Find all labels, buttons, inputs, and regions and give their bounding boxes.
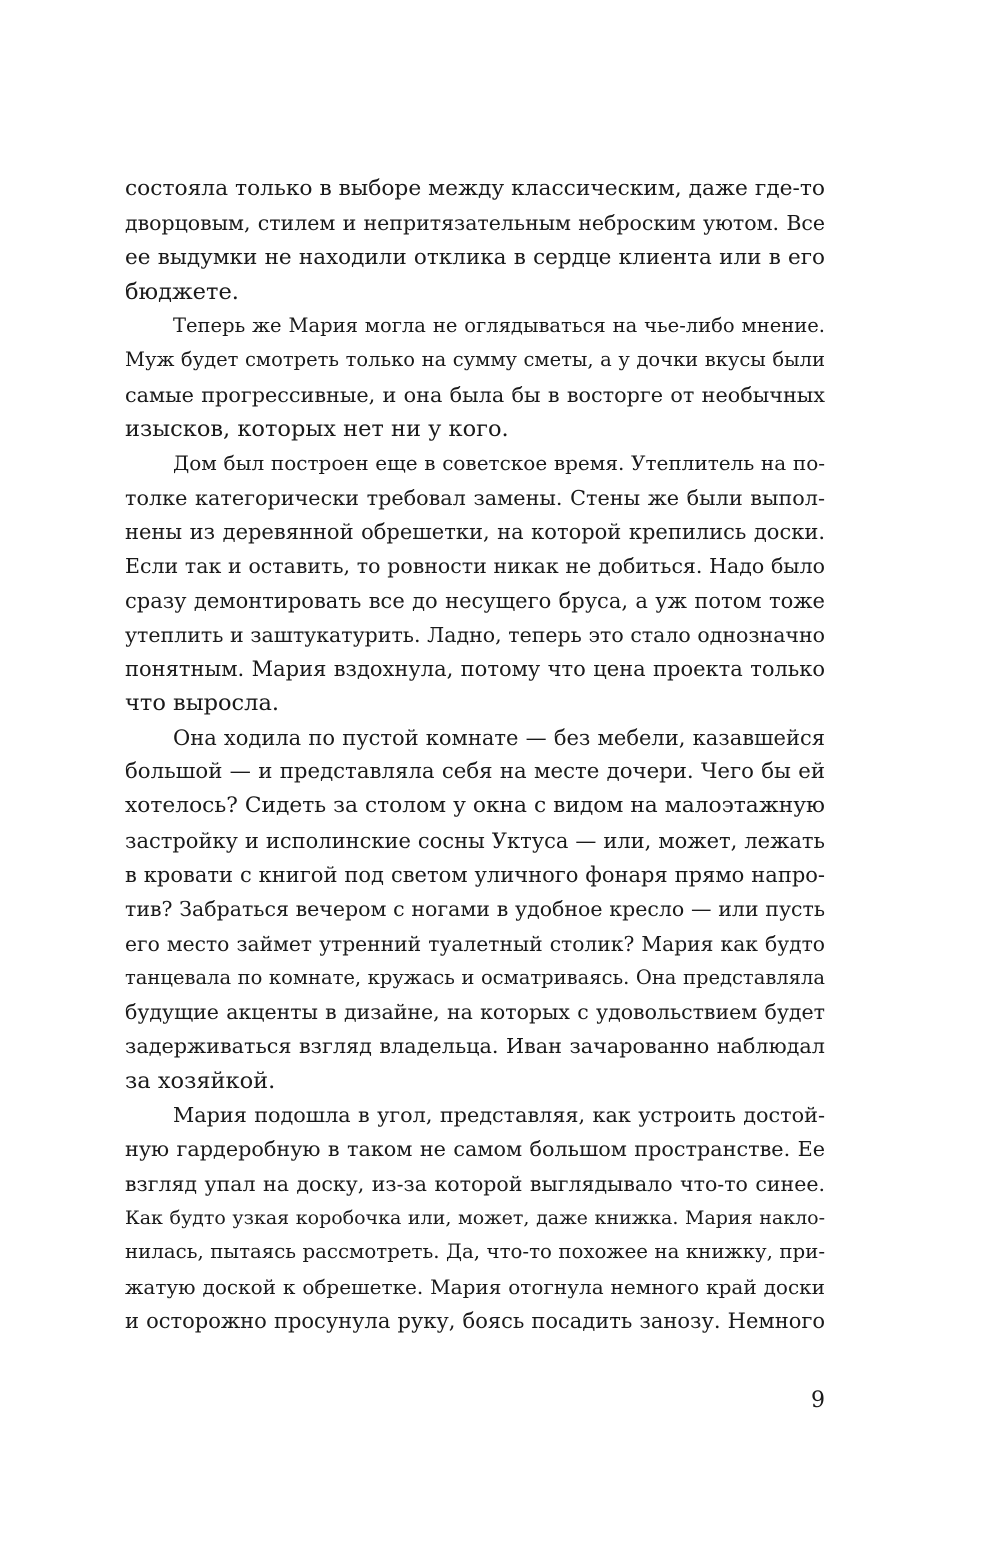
text-line: большой — и представляла себя на месте дочери. Чего бы ей: [125, 759, 825, 785]
text-line: понятным. Мария вздохнула, потому что цена проекта только: [125, 657, 825, 682]
text-line: что выросла.: [125, 690, 280, 717]
text-line: ее выдумки не находили отклика в сердце клиента или в его: [125, 244, 825, 270]
text-line: утеплить и заштукатурить. Ладно, теперь это стало однозначно: [125, 622, 825, 647]
text-line: тив? Забраться вечером с ногами в удобное кресло — или пусть: [125, 897, 825, 922]
text-line: самые прогрессивные, и она была бы в восторге от необычных: [125, 382, 825, 407]
text-line: ную гардеробную в таком не самом большом пространстве. Ее: [125, 1137, 825, 1162]
text-line: Если так и оставить, то ровности никак не добиться. Надо было: [125, 554, 825, 579]
text-line: застройку и исполинские сосны Уктуса — или, может, лежать: [125, 828, 825, 853]
page-number: 9: [811, 1388, 825, 1413]
body-text: [125, 172, 825, 1338]
text-line: состояла только в выборе между классическим, даже где-то: [125, 176, 825, 201]
text-line: взгляд упал на доску, из-за которой выглядывало что-то синее.: [125, 1171, 825, 1196]
text-line: в кровати с книгой под светом уличного фонаря прямо напро-: [125, 862, 825, 887]
text-line: за хозяйкой.: [125, 1067, 276, 1094]
text-line: Как будто узкая коробочка или, может, даже книжка. Мария накло-: [125, 1206, 825, 1229]
text-line: изысков, которых нет ни у кого.: [125, 416, 509, 443]
text-line: его место займет утренний туалетный столик? Мария как будто: [125, 931, 825, 956]
paragraph-first-line: Она ходила по пустой комнате — без мебели, казавшейся: [173, 725, 825, 750]
text-line: задерживаться взгляд владельца. Иван зачарованно наблюдал: [125, 1034, 825, 1059]
text-line: и осторожно просунула руку, боясь посадить занозу. Немного: [125, 1308, 825, 1333]
text-line: танцевала по комнате, кружась и осматриваясь. Она представляла: [125, 965, 825, 989]
text-line: нилась, пытаясь рассмотреть. Да, что-то похожее на книжку, при-: [125, 1240, 825, 1264]
text-line: сразу демонтировать все до несущего бруса, а уж потом тоже: [125, 588, 825, 613]
paragraph-first-line: Мария подошла в угол, представляя, как устроить достой-: [173, 1103, 825, 1128]
text-line: жатую доской к обрешетке. Мария отогнула немного край доски: [125, 1274, 825, 1299]
text-line: нены из деревянной обрешетки, на которой крепились доски.: [125, 519, 825, 544]
text-line: Муж будет смотреть только на сумму сметы, а у дочки вкусы были: [125, 348, 825, 372]
text-line: толке категорически требовал замены. Стены же были выпол-: [125, 485, 825, 510]
text-line: дворцовым, стилем и непритязательным неброским уютом. Все: [125, 211, 825, 236]
text-line: будущие акценты в дизайне, на которых с удовольствием будет: [125, 1000, 825, 1025]
text-line: хотелось? Сидеть за столом у окна с видом на малоэтажную: [125, 793, 825, 819]
paragraph-first-line: Дом был построен еще в советское время. Утеплитель на по-: [173, 451, 825, 476]
paragraph-first-line: Теперь же Мария могла не оглядываться на чье-либо мнение.: [173, 314, 825, 338]
text-line: бюджете.: [125, 278, 239, 305]
